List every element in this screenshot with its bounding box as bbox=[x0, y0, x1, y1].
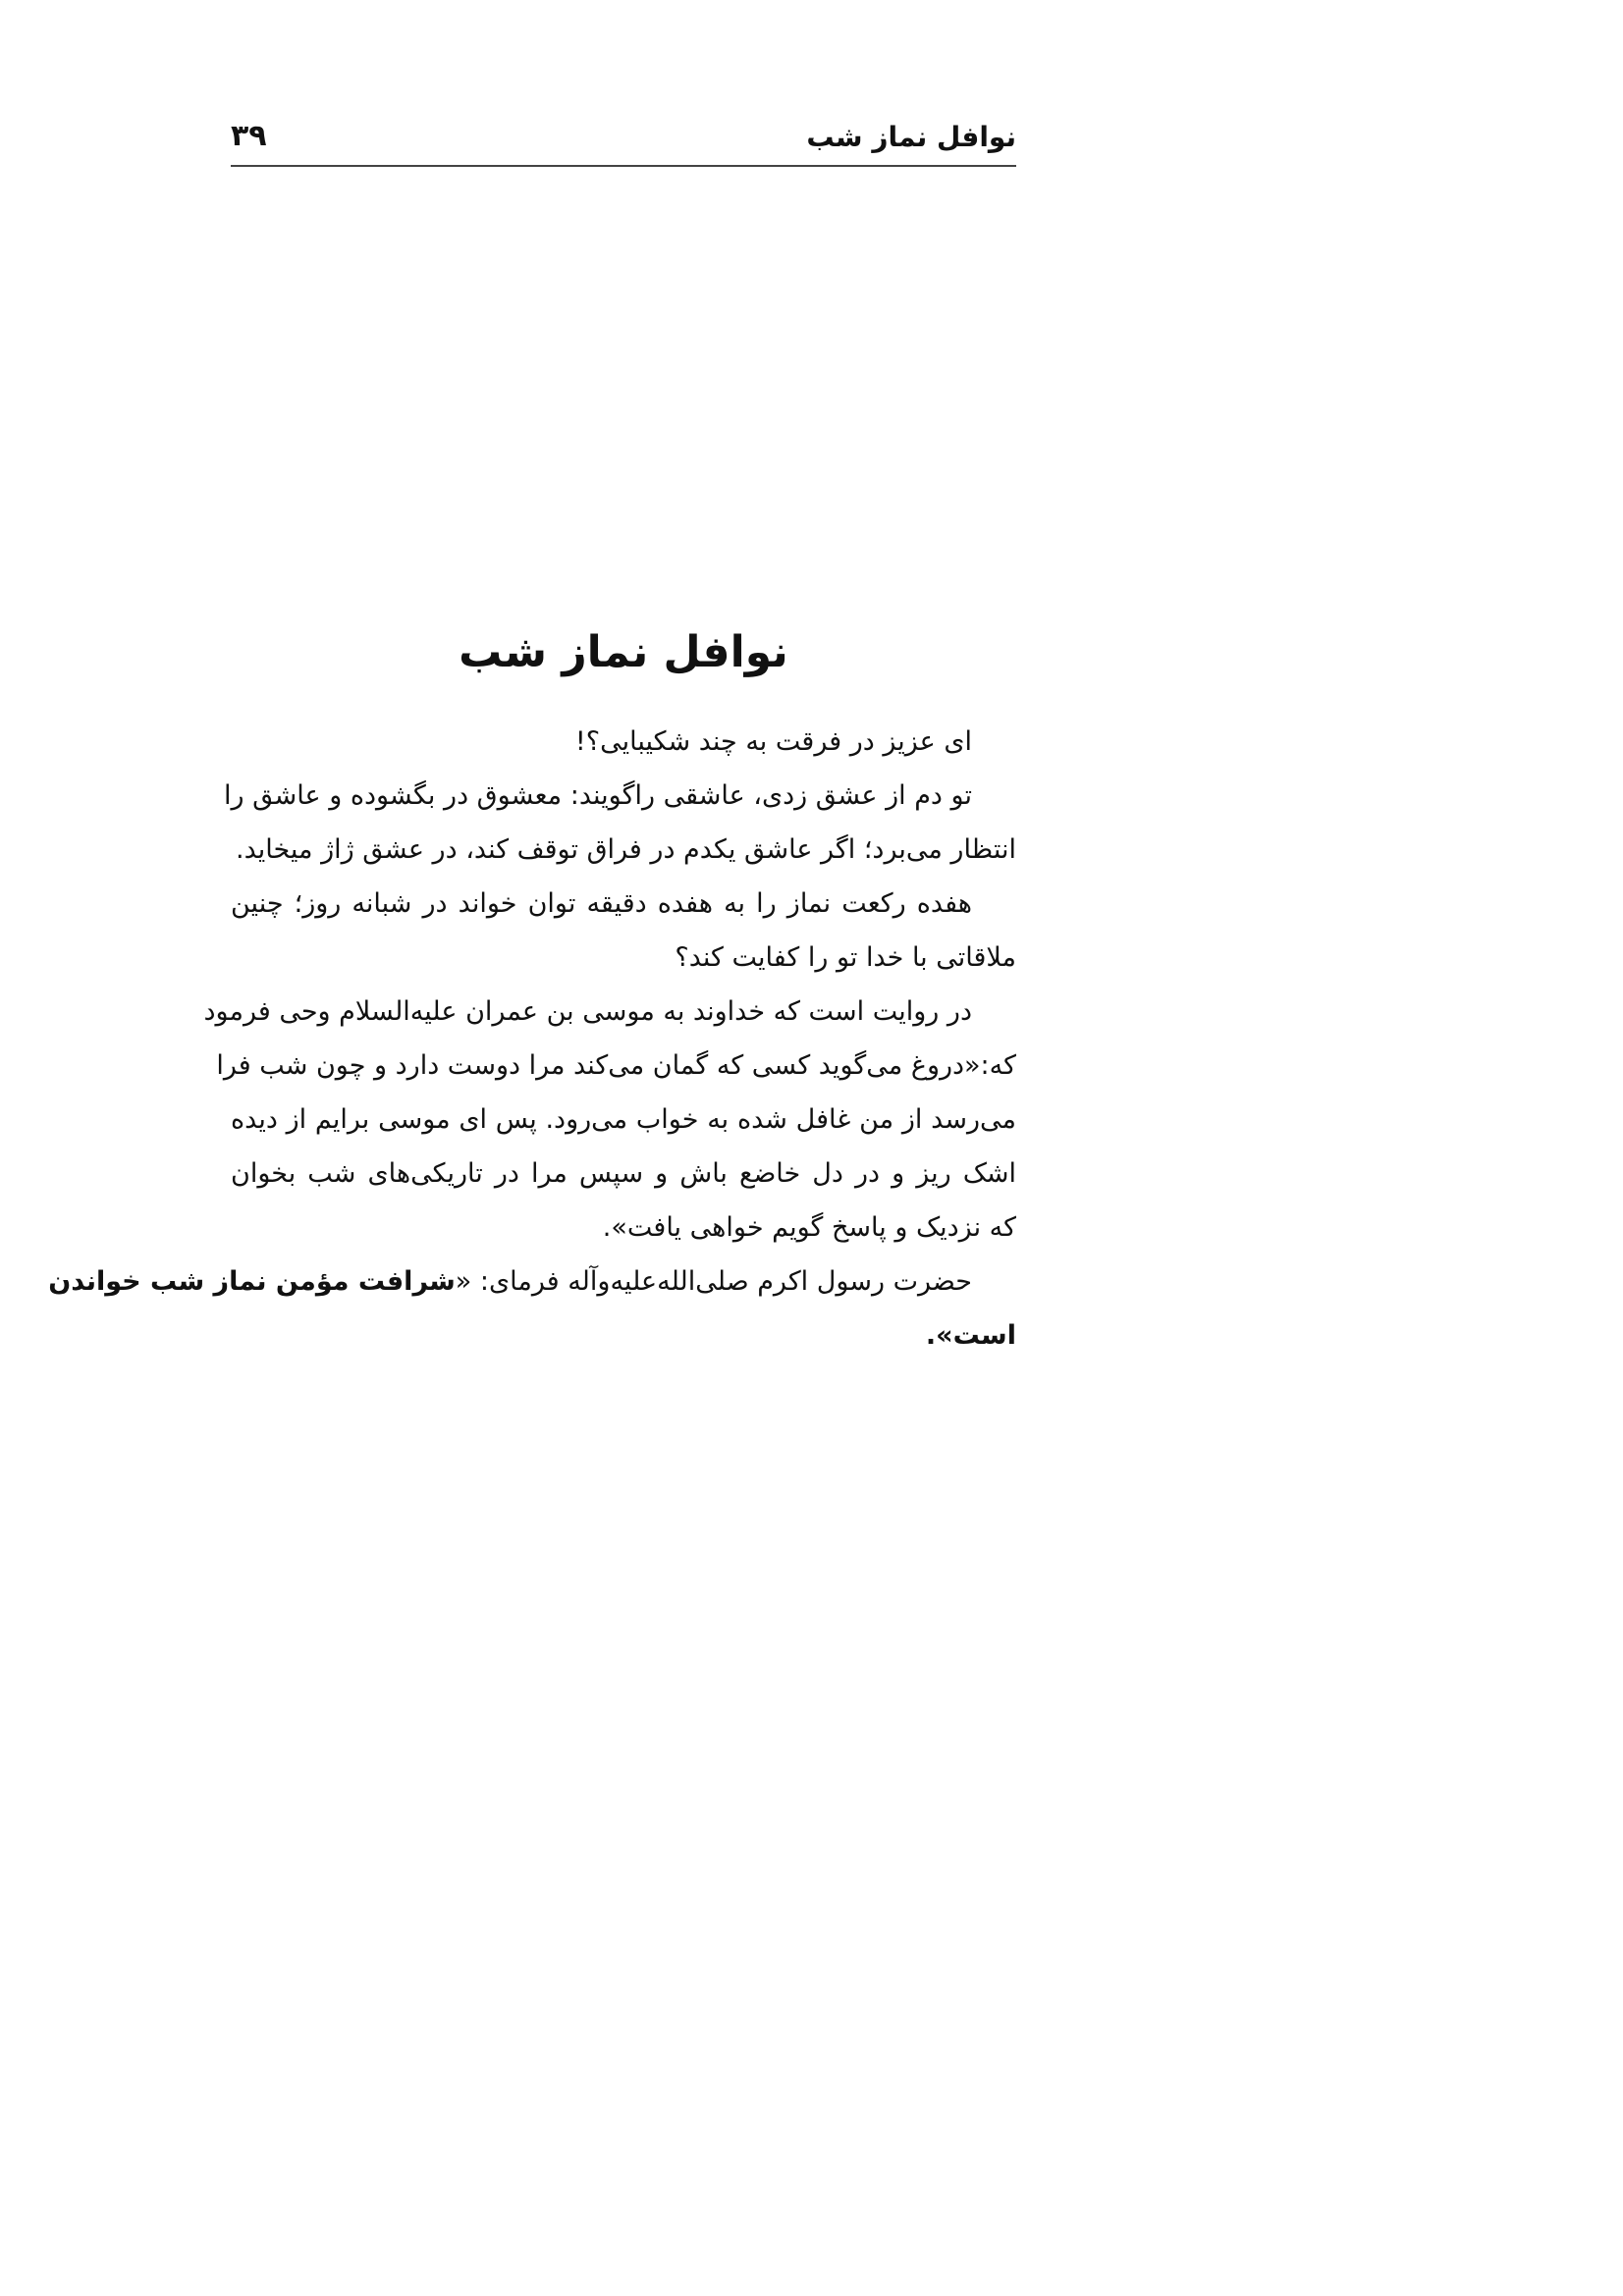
text-line-3: انتظار می‌برد؛ اگر عاشق یکدم در فراق توقف کند، در عشق ژاژ میخاید. bbox=[235, 834, 1016, 865]
text-line-4: هفده رکعت نماز را به هفده دقیقه توان خواند در شبانه روز؛ چنین bbox=[231, 888, 972, 919]
text-line-1: ای عزیز در فرقت به چند شکیبایی؟! bbox=[574, 726, 972, 757]
text-line-6: در روایت است که خداوند به موسی بن عمران علیه‌السلام وحی فرمود bbox=[203, 996, 972, 1027]
text-line-8: می‌رسد از من غافل شده به خواب می‌رود. پس ای موسی برایم از دیده bbox=[231, 1104, 1016, 1135]
text-line-2: تو دم از عشق زدی، عاشقی راگویند: معشوق در بگشوده و عاشق را bbox=[224, 780, 972, 811]
running-title: نوافل نماز شب bbox=[806, 121, 1016, 153]
text-line-5: ملاقاتی با خدا تو را کفایت کند؟ bbox=[675, 942, 1016, 973]
text-line-10: که نزدیک و پاسخ گویم خواهی یافت». bbox=[602, 1212, 1016, 1243]
hadith-quote-bold: شرافت مؤمن نماز شب خواندن bbox=[48, 1266, 456, 1297]
hadith-quote-end-bold: است». bbox=[925, 1320, 1016, 1351]
page-number: ۳۹ bbox=[231, 119, 267, 153]
text-line-7: که:«دروغ می‌گوید کسی که گمان می‌کند مرا دوست دارد و چون شب فرا bbox=[216, 1050, 1016, 1081]
line-11-regular: حضرت رسول اکرم صلی‌الله‌علیه‌وآله فرمای: « bbox=[455, 1266, 972, 1297]
text-line-9: اشک ریز و در دل خاضع باش و سپس مرا در تاریکی‌های شب بخوان bbox=[231, 1158, 1016, 1189]
chapter-title: نوافل نماز شب bbox=[459, 627, 788, 677]
body-text bbox=[48, 715, 1016, 1362]
text-line-12 bbox=[231, 1308, 1016, 1362]
running-header bbox=[231, 116, 1016, 167]
text-line-11 bbox=[48, 1255, 1016, 1308]
